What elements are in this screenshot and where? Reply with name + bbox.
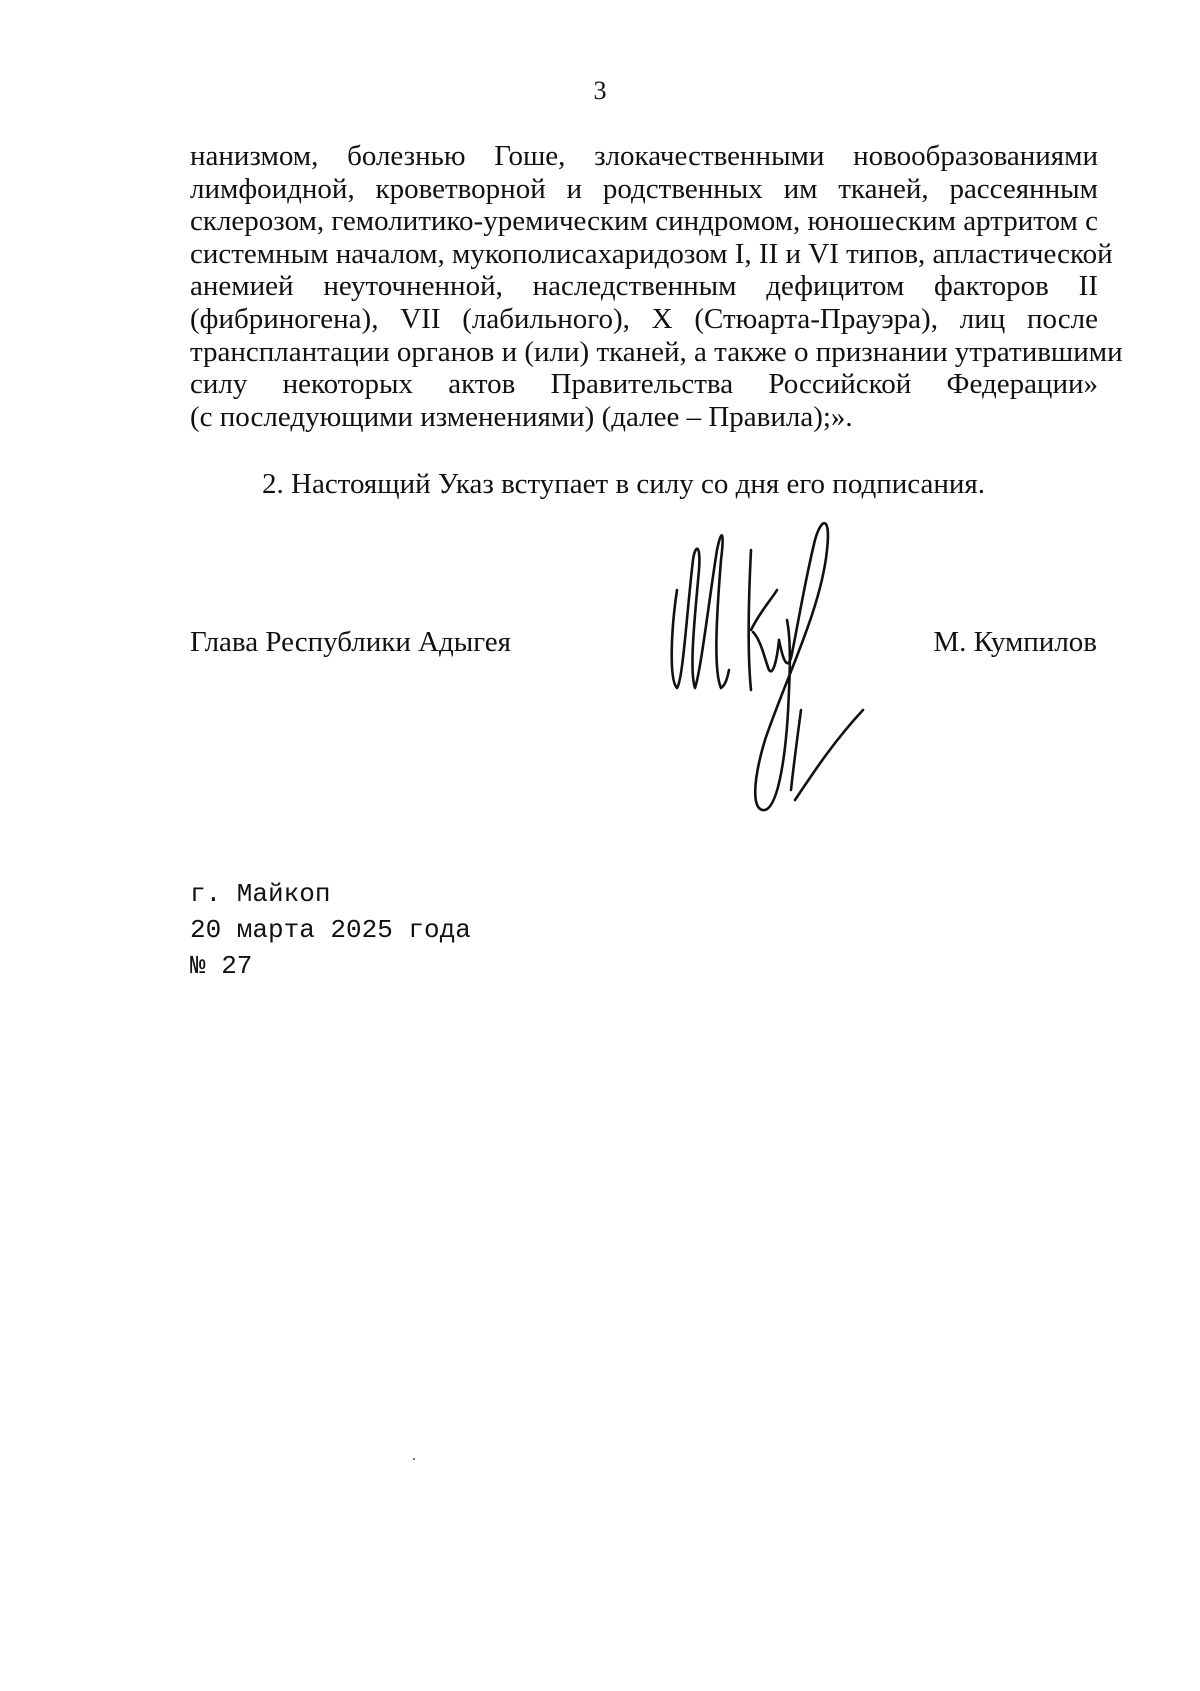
page-number: 3 xyxy=(593,76,607,105)
body-line: анемией неуточненной, наследственным дефицитом факторов II xyxy=(190,270,1098,303)
place-date-block xyxy=(190,876,471,984)
document-number: № 27 xyxy=(190,951,253,981)
body-line: системным началом, мукополисахаридозом I, II и VI типов, апластической xyxy=(190,237,1113,270)
city: г. Майкоп xyxy=(190,879,331,909)
body-line: (фибриногена), VII (лабильного), X (Стюарта-Прауэра), лиц после xyxy=(190,302,1098,335)
clause-2: 2. Настоящий Указ вступает в силу со дня его подписания. xyxy=(262,468,986,500)
signatory-title: Глава Республики Адыгея xyxy=(190,626,511,658)
body-line: лимфоидной, кроветворной и родственных им тканей, рассеянным xyxy=(190,172,1098,205)
date: 20 марта 2025 года xyxy=(190,915,471,945)
body-line: нанизмом, болезнью Гоше, злокачественными новообразованиями xyxy=(190,140,1098,172)
body-line: (с последующими изменениями) (далее – Правила);». xyxy=(190,400,853,433)
body-paragraph xyxy=(190,140,1123,433)
body-line: силу некоторых актов Правительства Российской Федерации» xyxy=(190,368,1098,401)
signatory-name: М. Кумпилов xyxy=(933,626,1097,658)
scan-speck xyxy=(413,1458,415,1460)
handwritten-signature xyxy=(665,520,885,820)
body-line: трансплантации органов и (или) тканей, а также о признании утратившими xyxy=(190,335,1123,368)
body-line: склерозом, гемолитико-уремическим синдромом, юношеским артритом с xyxy=(190,205,1098,238)
